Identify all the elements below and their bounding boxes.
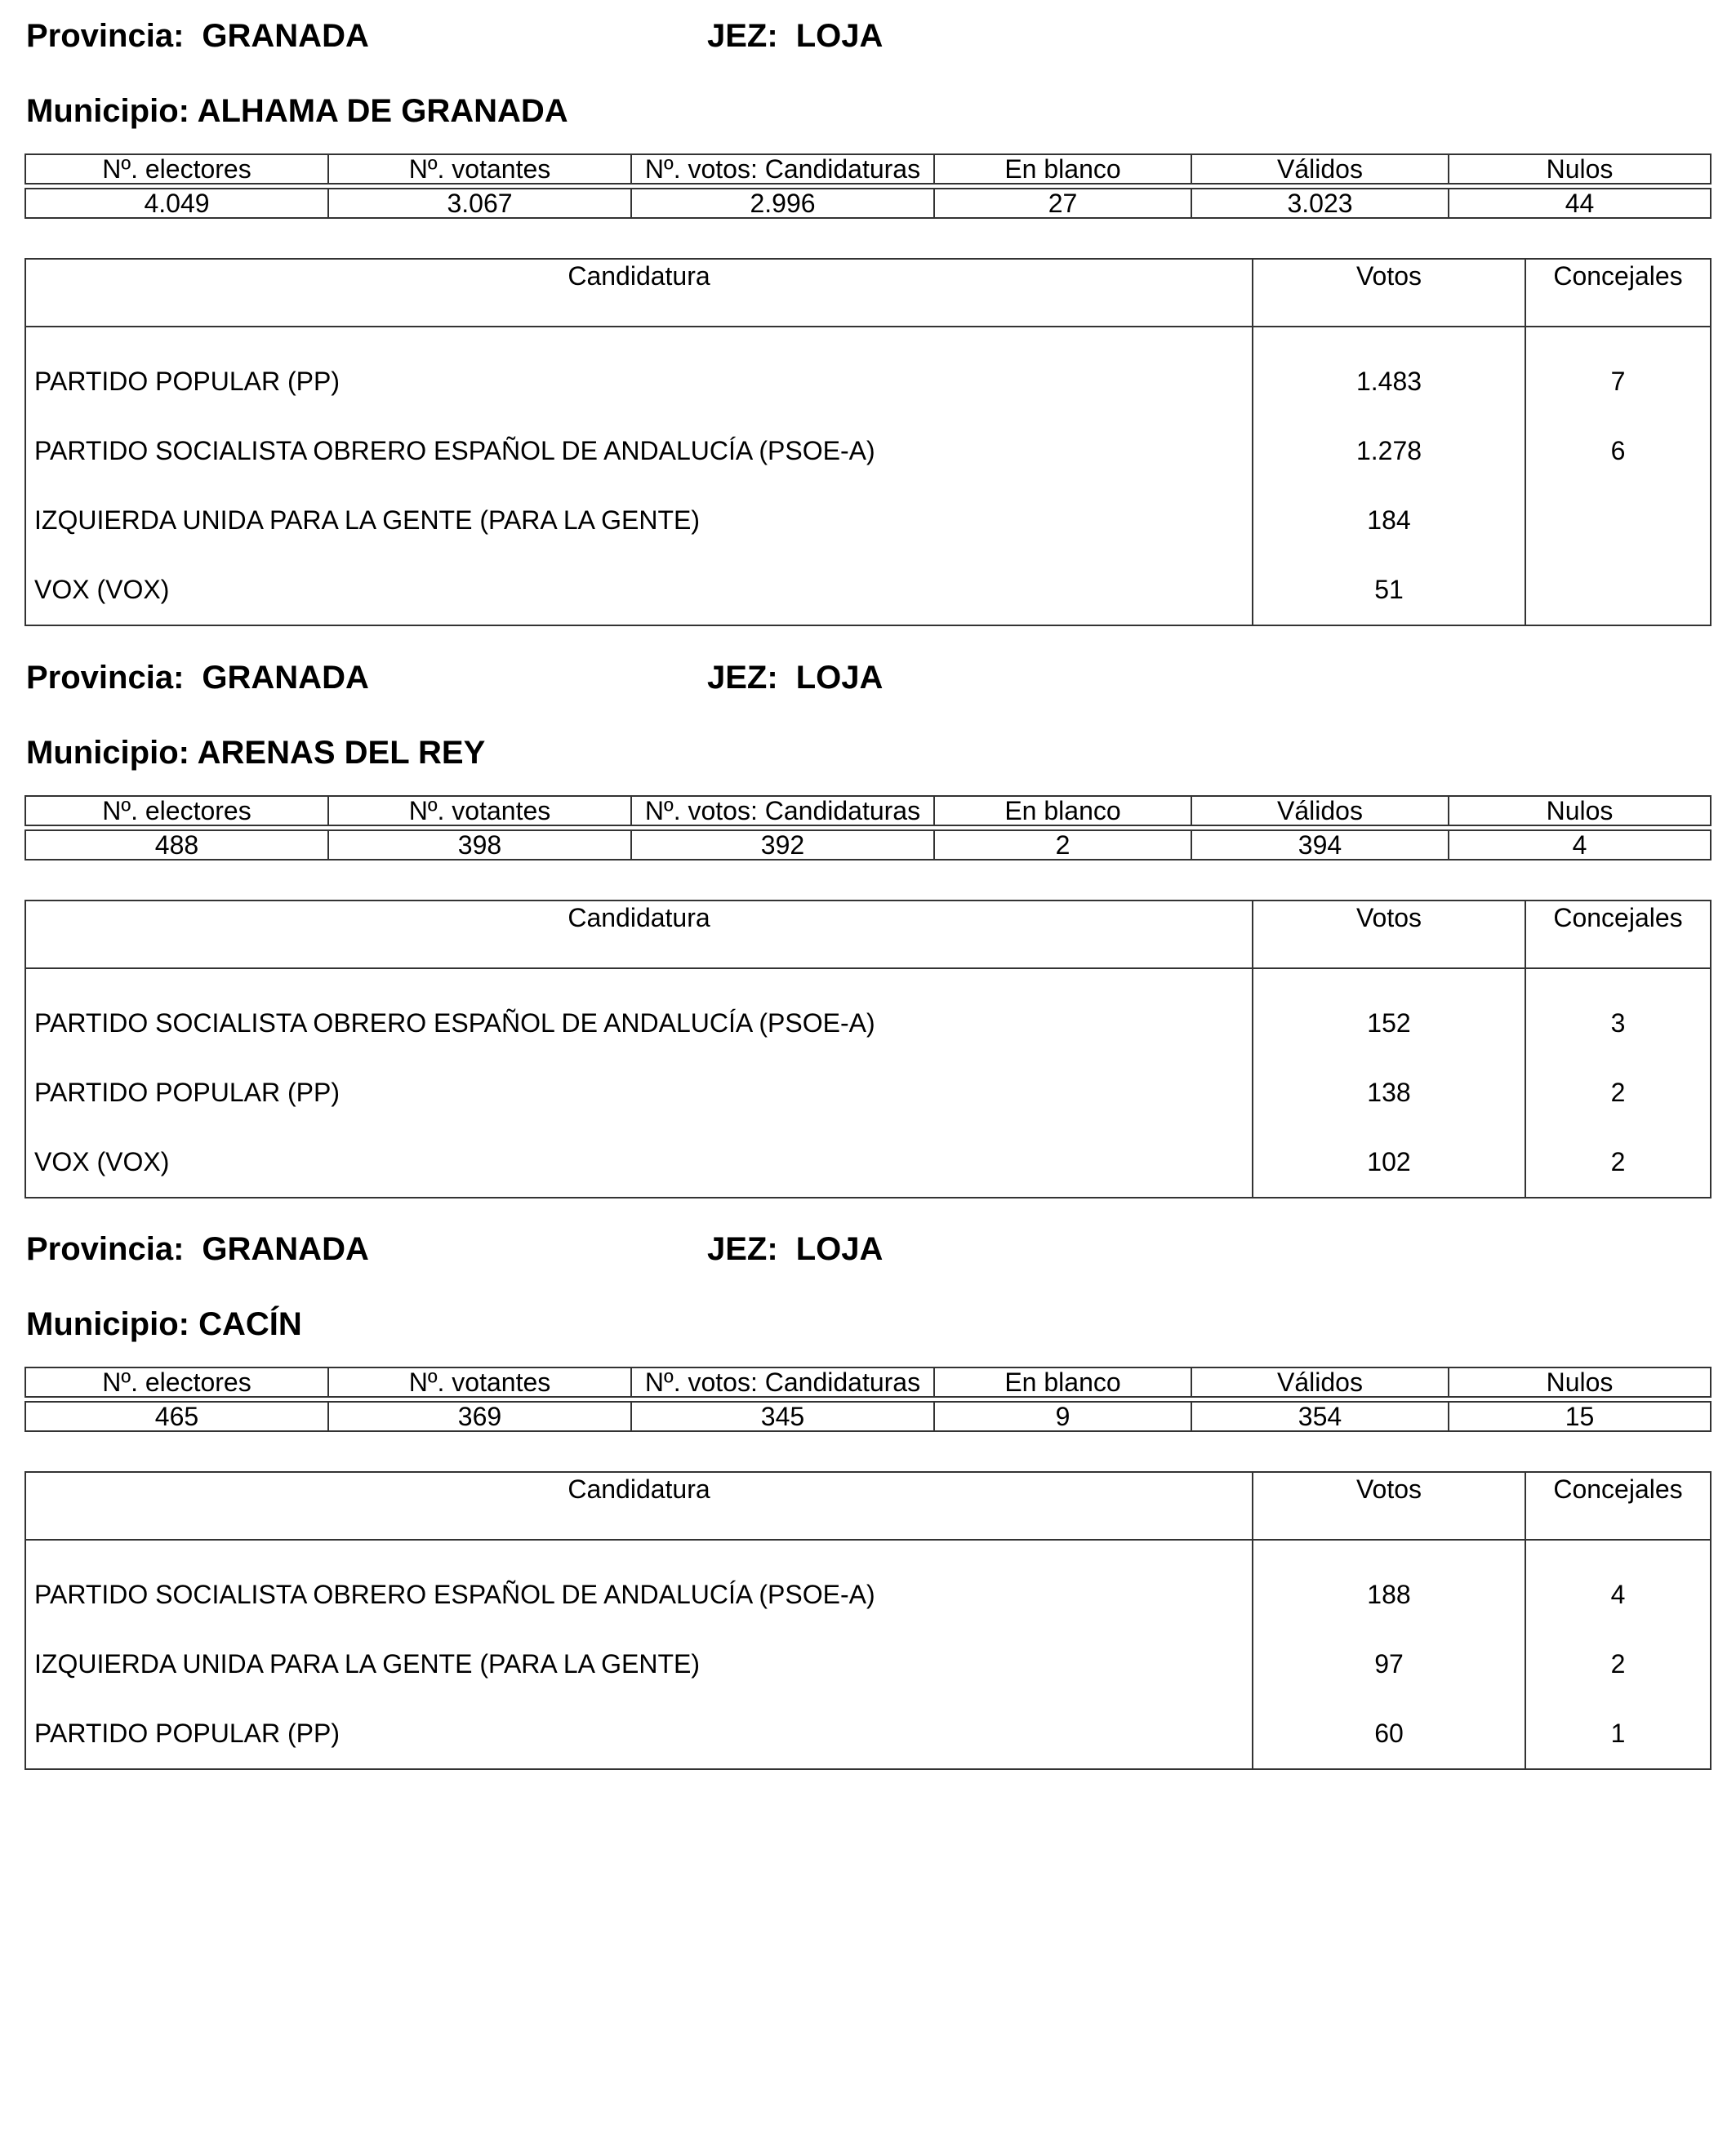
value-en-blanco: 2 [934,830,1191,860]
section-heading [24,11,1710,60]
header-votos: Votos [1253,1472,1525,1540]
provincia-line [26,1225,369,1274]
value-votos-candidaturas: 392 [631,830,934,860]
candidates-table [24,1471,1712,1770]
value-validos: 394 [1191,830,1449,860]
candidate-concejales: 2 [1525,1127,1711,1198]
candidate-concejales: 2 [1525,1630,1711,1699]
candidates-header-row [25,901,1711,968]
provincia-value: GRANADA [202,1231,369,1267]
header-votantes: Nº. votantes [328,1367,631,1397]
provincia-line [26,653,369,702]
value-votantes: 398 [328,830,631,860]
summary-header-row [25,1367,1711,1397]
summary-header-row [25,154,1711,184]
jez-line [707,11,883,60]
municipio-value: ARENAS DEL REY [197,735,486,771]
candidate-name: PARTIDO POPULAR (PP) [25,1699,1253,1769]
candidate-votos: 152 [1253,968,1525,1058]
municipality-section [24,11,1710,604]
municipality-section [24,653,1710,1176]
header-votos-candidaturas: Nº. votos: Candidaturas [631,796,934,825]
header-nulos: Nulos [1449,1367,1711,1397]
table-row [25,1630,1711,1699]
municipio-label: Municipio: [26,735,189,771]
table-row [25,486,1711,555]
value-votos-candidaturas: 345 [631,1402,934,1431]
municipio-value: CACÍN [198,1306,302,1342]
table-row [25,1127,1711,1198]
jez-value: LOJA [795,1231,884,1267]
header-votos: Votos [1253,259,1525,327]
municipio-label: Municipio: [26,93,189,129]
candidate-votos: 102 [1253,1127,1525,1198]
value-votantes: 369 [328,1402,631,1431]
municipio-line [26,87,568,136]
header-votantes: Nº. votantes [328,796,631,825]
candidate-votos: 184 [1253,486,1525,555]
table-row [25,968,1711,1058]
candidate-concejales [1525,486,1711,555]
municipio-value: ALHAMA DE GRANADA [197,93,568,129]
candidate-name: PARTIDO SOCIALISTA OBRERO ESPAÑOL DE ANDALUCÍA (PSOE-A) [25,1540,1253,1630]
provincia-label: Provincia: [26,18,185,54]
provincia-value: GRANADA [202,660,369,696]
candidate-name: IZQUIERDA UNIDA PARA LA GENTE (PARA LA GENTE) [25,1630,1253,1699]
jez-line [707,1225,883,1274]
value-en-blanco: 27 [934,189,1191,218]
summary-table [24,795,1712,860]
provincia-value: GRANADA [202,18,369,54]
header-candidatura: Candidatura [25,259,1253,327]
value-en-blanco: 9 [934,1402,1191,1431]
section-heading [24,1225,1710,1274]
header-concejales: Concejales [1525,901,1711,968]
candidate-concejales [1525,555,1711,625]
header-en-blanco: En blanco [934,796,1191,825]
candidate-votos: 51 [1253,555,1525,625]
candidate-votos: 138 [1253,1058,1525,1127]
header-votantes: Nº. votantes [328,154,631,184]
candidate-concejales: 7 [1525,327,1711,416]
header-electores: Nº. electores [25,1367,328,1397]
header-votos-candidaturas: Nº. votos: Candidaturas [631,1367,934,1397]
value-validos: 3.023 [1191,189,1449,218]
header-concejales: Concejales [1525,259,1711,327]
candidates-table [24,900,1712,1198]
jez-value: LOJA [795,660,884,696]
candidate-name: PARTIDO SOCIALISTA OBRERO ESPAÑOL DE ANDALUCÍA (PSOE-A) [25,416,1253,486]
jez-label: JEZ: [707,18,778,54]
value-nulos: 15 [1449,1402,1711,1431]
value-electores: 465 [25,1402,328,1431]
value-validos: 354 [1191,1402,1449,1431]
provincia-label: Provincia: [26,1231,185,1267]
header-nulos: Nulos [1449,154,1711,184]
jez-line [707,653,883,702]
header-validos: Válidos [1191,154,1449,184]
candidate-name: PARTIDO SOCIALISTA OBRERO ESPAÑOL DE ANDALUCÍA (PSOE-A) [25,968,1253,1058]
candidate-name: PARTIDO POPULAR (PP) [25,1058,1253,1127]
jez-value: LOJA [795,18,884,54]
candidates-header-row [25,259,1711,327]
header-candidatura: Candidatura [25,1472,1253,1540]
candidates-table [24,258,1712,626]
municipio-line [26,1300,302,1349]
summary-values-row [25,189,1711,218]
candidate-votos: 1.278 [1253,416,1525,486]
candidate-concejales: 1 [1525,1699,1711,1769]
candidate-concejales: 2 [1525,1058,1711,1127]
table-row [25,1540,1711,1630]
candidate-concejales: 3 [1525,968,1711,1058]
value-electores: 4.049 [25,189,328,218]
header-electores: Nº. electores [25,154,328,184]
provincia-line [26,11,369,60]
summary-table [24,1367,1712,1432]
municipio-line [26,728,485,777]
candidates-header-row [25,1472,1711,1540]
summary-header-row [25,796,1711,825]
value-electores: 488 [25,830,328,860]
header-en-blanco: En blanco [934,154,1191,184]
candidate-name: PARTIDO POPULAR (PP) [25,327,1253,416]
municipio-label: Municipio: [26,1306,189,1342]
header-votos-candidaturas: Nº. votos: Candidaturas [631,154,934,184]
table-row [25,1699,1711,1769]
candidate-concejales: 4 [1525,1540,1711,1630]
candidate-name: VOX (VOX) [25,1127,1253,1198]
table-row [25,416,1711,486]
header-candidatura: Candidatura [25,901,1253,968]
header-validos: Válidos [1191,1367,1449,1397]
table-row [25,555,1711,625]
summary-values-row [25,830,1711,860]
header-nulos: Nulos [1449,796,1711,825]
value-nulos: 44 [1449,189,1711,218]
candidate-name: IZQUIERDA UNIDA PARA LA GENTE (PARA LA GENTE) [25,486,1253,555]
candidate-votos: 60 [1253,1699,1525,1769]
candidate-concejales: 6 [1525,416,1711,486]
value-nulos: 4 [1449,830,1711,860]
header-validos: Válidos [1191,796,1449,825]
table-row [25,1058,1711,1127]
header-votos: Votos [1253,901,1525,968]
section-heading [24,653,1710,702]
header-en-blanco: En blanco [934,1367,1191,1397]
value-votantes: 3.067 [328,189,631,218]
summary-table [24,153,1712,219]
candidate-votos: 188 [1253,1540,1525,1630]
municipality-section [24,1225,1710,1748]
summary-values-row [25,1402,1711,1431]
table-row [25,327,1711,416]
jez-label: JEZ: [707,1231,778,1267]
candidate-votos: 1.483 [1253,327,1525,416]
header-electores: Nº. electores [25,796,328,825]
provincia-label: Provincia: [26,660,185,696]
candidate-votos: 97 [1253,1630,1525,1699]
value-votos-candidaturas: 2.996 [631,189,934,218]
jez-label: JEZ: [707,660,778,696]
candidate-name: VOX (VOX) [25,555,1253,625]
header-concejales: Concejales [1525,1472,1711,1540]
